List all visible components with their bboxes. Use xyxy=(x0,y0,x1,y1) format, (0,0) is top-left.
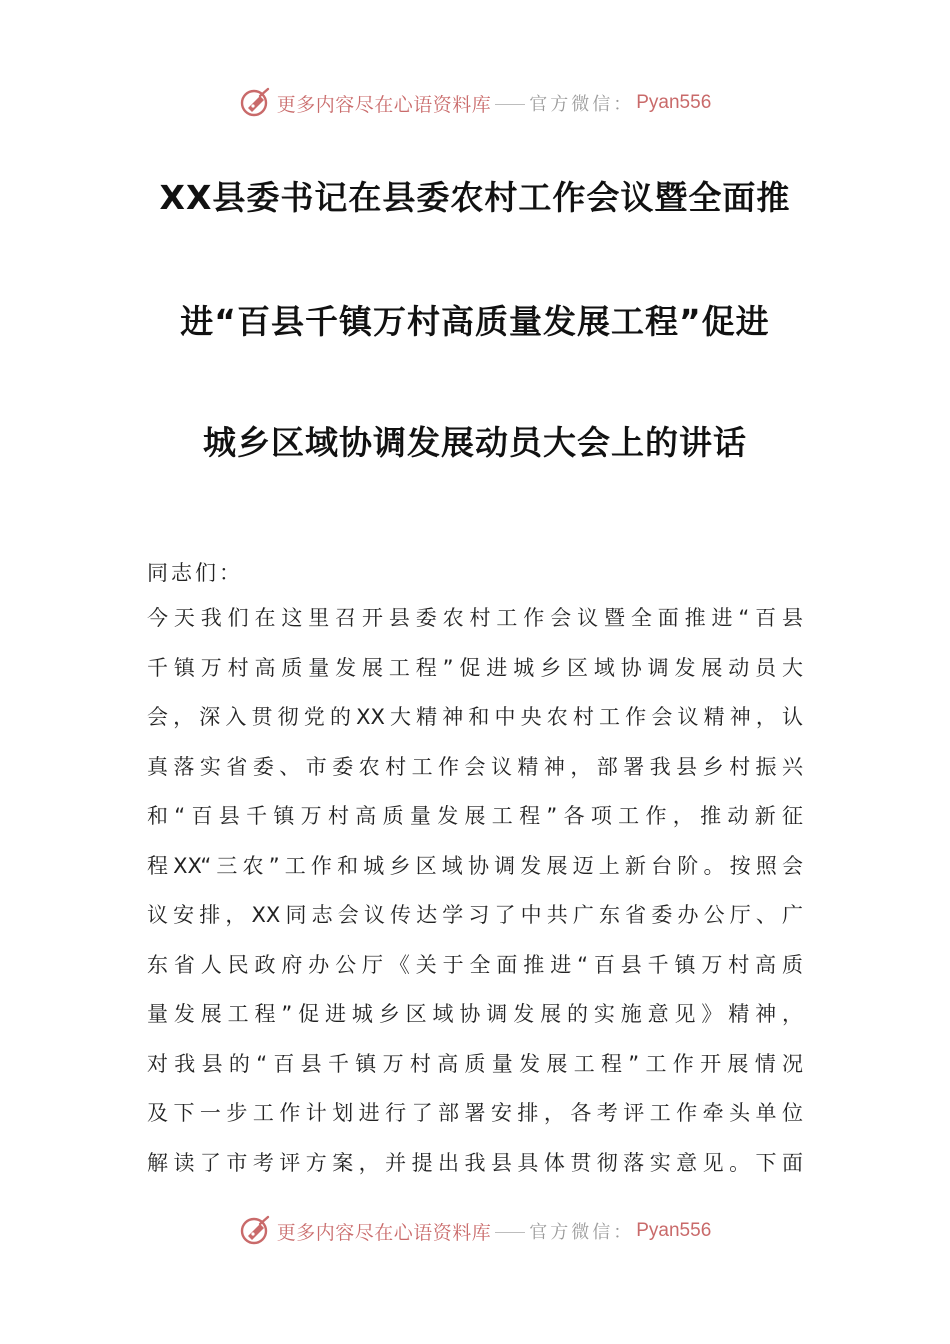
watermark-wechat-label: 官方微信： xyxy=(529,94,635,115)
body-line: 议安排，XX同志会议传达学习了中共广东省委办公厅、广 xyxy=(147,903,803,927)
body-line: 解读了市考评方案，并提出我县具体贯彻落实意见。下面 xyxy=(147,1151,803,1175)
pen-nib-icon xyxy=(239,1214,273,1248)
watermark-divider xyxy=(495,1232,525,1233)
header-watermark xyxy=(0,83,950,123)
body-line: 真落实省委、市委农村工作会议精神，部署我县乡村振兴 xyxy=(147,755,803,779)
watermark-wechat-id: Pyan556 xyxy=(636,1220,712,1241)
body-line: 对我县的“百县千镇万村高质量发展工程”工作开展情况 xyxy=(147,1052,803,1076)
body-line: 量发展工程”促进城乡区域协调发展的实施意见》精神， xyxy=(147,1002,803,1026)
document-title-line-2: 进“百县千镇万村高质量发展工程”促进 xyxy=(180,302,770,341)
body-line: 会，深入贯彻党的XX大精神和中央农村工作会议精神，认 xyxy=(147,705,803,729)
watermark-brand-text: 更多内容尽在心语资料库 xyxy=(276,1221,492,1244)
watermark-brand-text: 更多内容尽在心语资料库 xyxy=(276,93,492,116)
body-line: 和“百县千镇万村高质量发展工程”各项工作，推动新征 xyxy=(147,804,803,828)
watermark-divider xyxy=(495,104,525,105)
pen-nib-icon xyxy=(239,86,273,120)
body-line: 东省人民政府办公厅《关于全面推进“百县千镇万村高质 xyxy=(147,953,803,977)
watermark-wechat-label: 官方微信： xyxy=(529,1222,635,1243)
footer-watermark xyxy=(0,1211,950,1251)
body-line: 及下一步工作计划进行了部署安排，各考评工作牵头单位 xyxy=(147,1101,803,1125)
document-title-line-3: 城乡区域协调发展动员大会上的讲话 xyxy=(203,423,747,462)
document-title-line-1: XX县委书记在县委农村工作会议暨全面推 xyxy=(159,178,791,217)
body-line: 千镇万村高质量发展工程”促进城乡区域协调发展动员大 xyxy=(147,656,803,680)
body-line: 程XX“三农”工作和城乡区域协调发展迈上新台阶。按照会 xyxy=(147,854,803,878)
salutation: 同志们： xyxy=(147,561,243,585)
watermark-wechat-id: Pyan556 xyxy=(636,92,712,113)
body-line: 今天我们在这里召开县委农村工作会议暨全面推进“百县 xyxy=(147,606,803,630)
